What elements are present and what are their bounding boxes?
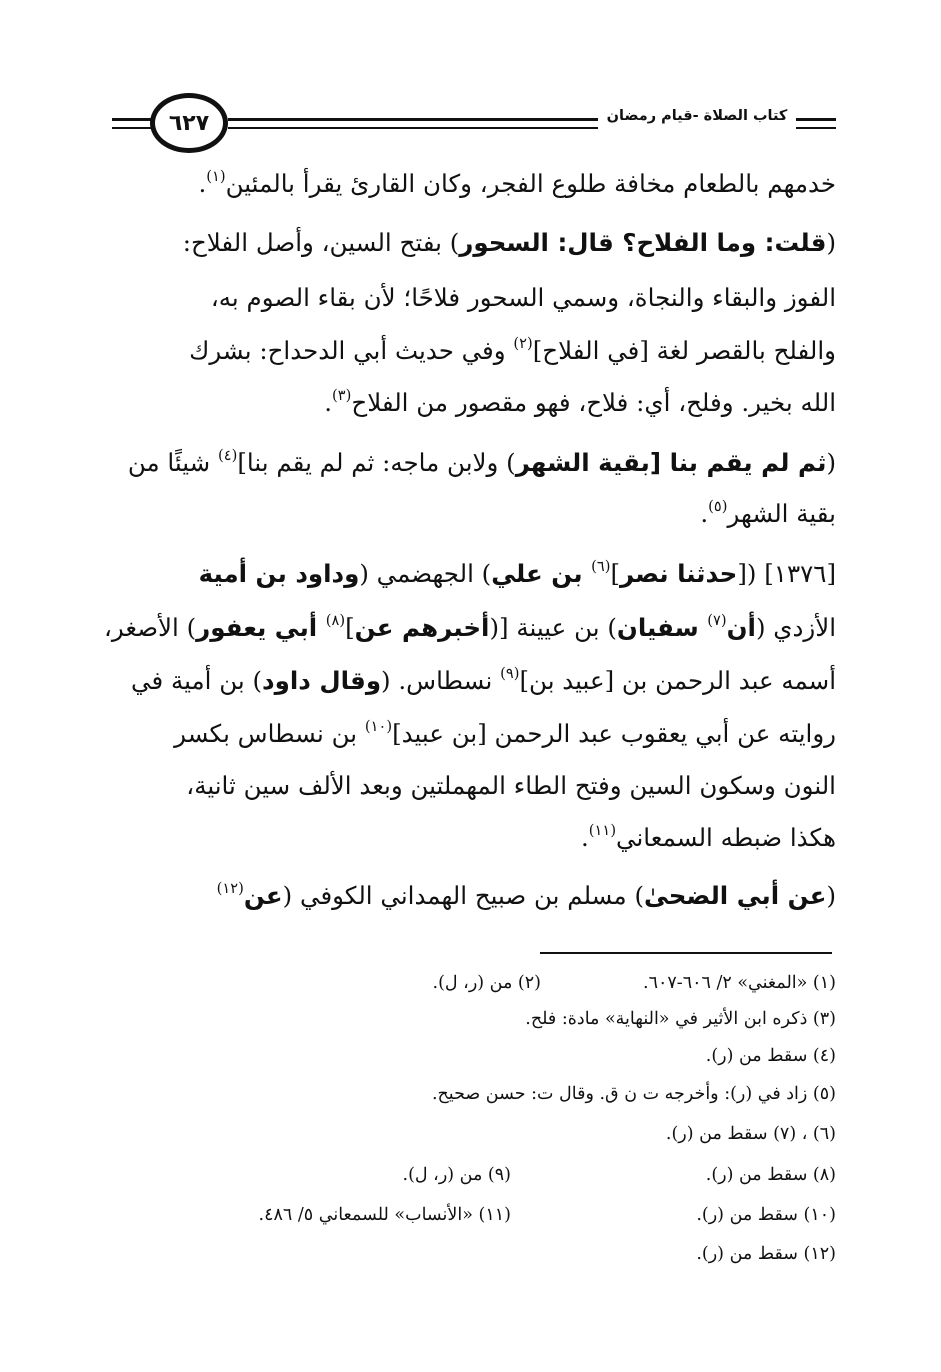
matn-text: عن	[243, 881, 283, 910]
text-line	[211, 280, 836, 316]
text-line	[189, 333, 836, 369]
footnote: (١٠) سقط من (ر).	[696, 1205, 836, 1225]
text-run: ]	[345, 613, 355, 642]
footnote-ref: (٥)	[708, 497, 728, 515]
footnote-ref: (١٢)	[216, 879, 244, 897]
footnote: (٣) ذكره ابن الأثير في «النهاية» مادة: فلح.	[525, 1009, 836, 1029]
matn-text: ثم لم يقم بنا [بقية الشهر	[515, 448, 827, 477]
text-run: .	[581, 823, 589, 852]
text-run: روايته عن أبي يعقوب عبد الرحمن [بن عبيد]	[392, 719, 836, 748]
text-run: والفلح بالقصر لغة [في الفلاح]	[532, 336, 836, 365]
text-line	[217, 878, 836, 914]
text-run: ) ولابن ماجه: ثم لم يقم بنا]	[237, 448, 516, 477]
header-rule	[228, 118, 598, 121]
matn-text: أن	[726, 613, 756, 642]
text-run: خدمهم بالطعام مخافة طلوع الفجر، وكان القارئ يقرأ بالمئين	[225, 169, 836, 198]
text-run: .	[700, 499, 709, 528]
header-rule	[796, 127, 836, 129]
text-line	[186, 768, 836, 804]
matn-text: عن أبي الضحىٰ	[644, 881, 827, 910]
text-line	[174, 716, 836, 752]
header-rule	[112, 118, 152, 121]
text-run: [١٣٧٦] ([	[737, 559, 836, 588]
text-run: ) بن أمية في	[131, 666, 263, 695]
text-line	[700, 496, 836, 532]
text-run: أسمه عبد الرحمن بن [عبيد بن]	[519, 666, 836, 695]
matn-text: أخبرهم عن	[354, 613, 490, 642]
text-line	[183, 225, 836, 261]
footnote-ref: (٩)	[500, 664, 520, 682]
text-run: نسطاس. (	[381, 666, 501, 695]
matn-text: أبي يعفور	[196, 613, 326, 642]
text-run: .	[198, 169, 207, 198]
text-run: .	[324, 388, 333, 417]
text-line	[131, 663, 836, 699]
text-line	[128, 445, 836, 481]
text-run: (	[826, 881, 836, 910]
text-line	[324, 385, 836, 421]
text-run: (	[826, 448, 836, 477]
header-rule	[228, 127, 598, 129]
text-run: هكذا ضبطه السمعاني	[616, 823, 836, 852]
footnote: (٢) من (ر، ل).	[432, 973, 541, 993]
matn-text: سفيان	[616, 613, 708, 642]
text-run: ) بفتح السين، وأصل الفلاح:	[182, 228, 460, 257]
text-run: بقية الشهر	[727, 499, 836, 528]
text-line	[581, 820, 836, 856]
header-rule	[796, 118, 836, 121]
footnote: (٤) سقط من (ر).	[705, 1046, 836, 1066]
footnote: (٨) سقط من (ر).	[705, 1165, 836, 1185]
text-run: ) الجهضمي (	[359, 559, 492, 588]
footnote: (٩) من (ر، ل).	[402, 1165, 511, 1185]
text-run: شيئًا من	[127, 448, 218, 477]
page-number: ٦٢٧	[168, 110, 210, 136]
matn-text: بن علي	[491, 559, 592, 588]
footnote-ref: (٧)	[707, 611, 727, 629]
text-line	[198, 166, 836, 202]
text-run: وفي حديث أبي الدحداح: بشرك	[189, 336, 514, 365]
text-run: ) مسلم بن صبيح الهمداني الكوفي (	[282, 881, 645, 910]
footnote-ref: (١٠)	[364, 717, 393, 735]
footnote: (١١) «الأنساب» للسمعاني ٥/ ٤٨٦.	[258, 1205, 511, 1225]
footnote-ref: (٨)	[325, 611, 346, 629]
text-run: ) بن عيينة [(	[489, 613, 617, 642]
footnote-ref: (٤)	[217, 446, 238, 464]
text-run: الفوز والبقاء والنجاة، وسمي السحور فلاحًا؛ لأن بقاء الصوم به،	[210, 283, 836, 312]
text-run: ]	[610, 559, 620, 588]
header-rule	[112, 127, 152, 129]
matn-text: حدثنا نصر	[620, 559, 738, 588]
footnote-ref: (٢)	[513, 334, 533, 352]
text-run: الله بخير. وفلح، أي: فلاح، فهو مقصور من الفلاح	[351, 388, 836, 417]
text-run: ) الأصغر،	[103, 613, 197, 642]
matn-text: وقال داود	[262, 666, 382, 695]
matn-text: وداود بن أمية	[198, 559, 360, 588]
matn-text: قلت: وما الفلاح؟ قال: السحور	[459, 228, 827, 257]
text-run: (	[826, 228, 836, 257]
footnote: (١٢) سقط من (ر).	[696, 1244, 836, 1264]
footnote: (٦) ، (٧) سقط من (ر).	[665, 1124, 836, 1144]
page-number-badge	[150, 93, 228, 153]
text-line	[104, 610, 836, 646]
text-line	[199, 556, 836, 592]
footnote-separator	[540, 952, 832, 954]
footnote-ref: (١)	[206, 167, 226, 185]
text-run: الأزدي (	[755, 613, 836, 642]
footnote: (٥) زاد في (ر): وأخرجه ت ن ق. وقال ت: حسن صحيح.	[431, 1084, 836, 1104]
footnote: (١) «المغني» ٢/ ٦٠٦-٦٠٧.	[642, 973, 836, 993]
footnote-ref: (١١)	[588, 821, 617, 839]
text-run: بن نسطاس بكسر	[174, 719, 365, 748]
footnote-ref: (٣)	[332, 386, 352, 404]
running-title: كتاب الصلاة -قيام رمضان	[606, 108, 788, 124]
footnote-ref: (٦)	[591, 557, 611, 575]
text-run: النون وسكون السين وفتح الطاء المهملتين وبعد الألف سين ثانية،	[186, 771, 836, 800]
